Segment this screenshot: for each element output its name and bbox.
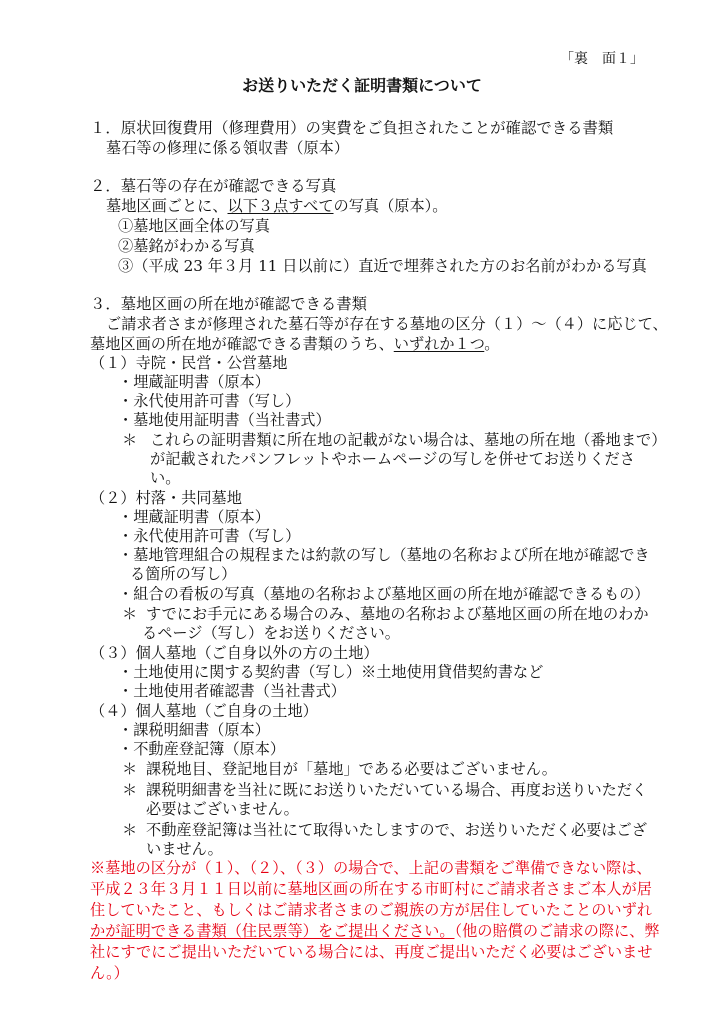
cat1-note-line2: が記載されたパンフレットやホームページの写しを併せてお送りくださ bbox=[150, 450, 635, 468]
red-note-line4-rest: （他の賠償のご請求の際に、弊 bbox=[454, 922, 660, 940]
cat3-heading: （３）個人墓地（ご自身以外の方の土地） bbox=[90, 644, 379, 662]
cat1-note-line1: これらの証明書類に所在地の記載がない場合は、墓地の所在地（番地まで） bbox=[150, 431, 667, 449]
section3-intro-line2 bbox=[90, 334, 499, 354]
red-note-line6: ん。） bbox=[90, 964, 129, 982]
cat4-note2-mark: ＊ bbox=[122, 781, 138, 799]
red-note-line2: 平成２３年３月１１日以前に墓地区画の所在する市町村にご請求者さまご本人が居 bbox=[90, 880, 652, 898]
section3-heading: ３．墓地区画の所在地が確認できる書類 bbox=[90, 295, 368, 313]
cat1-item-1: ・埋蔵証明書（原本） bbox=[118, 373, 270, 391]
red-note-line4 bbox=[90, 921, 660, 941]
cat4-note1: 課税地目、登記地目が「墓地」である必要はございません。 bbox=[146, 760, 557, 778]
cat4-item-2: ・不動産登記簿（原本） bbox=[118, 740, 286, 758]
section1-body: 墓石等の修理に係る領収書（原本） bbox=[106, 139, 349, 157]
cat2-item-3-line2: る箇所の写し） bbox=[130, 565, 237, 583]
cat4-heading: （４）個人墓地（ご自身の土地） bbox=[90, 702, 318, 720]
section3-intro-post: 。 bbox=[484, 335, 500, 353]
cat1-item-3: ・墓地使用証明書（当社書式） bbox=[118, 411, 331, 429]
cat2-note-line2: るページ（写し）をお送りください。 bbox=[142, 624, 400, 642]
section3-intro-line1: ご請求者さまが修理された墓石等が存在する墓地の区分（１）～（４）に応じて、 bbox=[106, 315, 668, 333]
section2-intro-pre: 墓地区画ごとに、 bbox=[106, 197, 228, 215]
red-note-line3: 住していたこと、もしくはご請求者さまのご親族の方が居住していたことのいずれ bbox=[90, 901, 652, 919]
section2-item-2: ②墓銘がわかる写真 bbox=[118, 237, 255, 255]
cat1-heading: （１）寺院・民営・公営墓地 bbox=[90, 354, 288, 372]
cat2-item-2: ・永代使用許可書（写し） bbox=[118, 527, 301, 545]
cat2-note-line1: すでにお手元にある場合のみ、墓地の名称および墓地区画の所在地のわか bbox=[146, 605, 649, 623]
section2-intro-post: の写真（原本）。 bbox=[333, 197, 448, 215]
cat4-note3-line1: 不動産登記簿は当社にて取得いたしますので、お送りいただく必要はござ bbox=[146, 821, 647, 839]
page-title: お送りいただく証明書類について bbox=[242, 76, 482, 95]
red-note-line5: 社にすでにご提出いただいている場合には、再度ご提出いただく必要はございませ bbox=[90, 943, 653, 961]
section1-heading: １．原状回復費用（修理費用）の実費をご負担されたことが確認できる書類 bbox=[90, 119, 614, 137]
section2-item-1: ①墓地区画全体の写真 bbox=[118, 217, 270, 235]
red-note-line1: ※墓地の区分が（１）、（２）、（３）の場合で、上記の書類をご準備できない際は、 bbox=[90, 859, 652, 877]
cat4-note3-mark: ＊ bbox=[122, 821, 138, 839]
cat2-note-mark: ＊ bbox=[122, 605, 138, 623]
section2-heading: ２．墓石等の存在が確認できる写真 bbox=[90, 177, 337, 195]
section2-item-3: ③（平成 23 年３月 11 日以前に）直近で埋葬された方のお名前がわかる写真 bbox=[118, 257, 647, 275]
cat4-note2-line2: 必要はございません。 bbox=[146, 800, 299, 818]
red-note-line4-underlined: かが証明できる書類（住民票等）をご提出ください。 bbox=[90, 922, 455, 940]
section2-intro-underline: 以下３点すべて bbox=[227, 197, 334, 215]
section3-intro-underline: いずれか１つ bbox=[393, 335, 485, 353]
cat1-note-line3: い。 bbox=[150, 469, 181, 487]
cat2-item-1: ・埋蔵証明書（原本） bbox=[118, 508, 270, 526]
cat4-note1-mark: ＊ bbox=[122, 760, 138, 778]
cat3-item-1: ・土地使用に関する契約書（写し）※土地使用貸借契約書など bbox=[118, 663, 544, 681]
cat1-item-2: ・永代使用許可書（写し） bbox=[118, 392, 301, 410]
cat1-note-mark: ＊ bbox=[122, 431, 138, 449]
cat2-item-3-line1: ・墓地管理組合の規程または約款の写し（墓地の名称および所在地が確認でき bbox=[118, 546, 650, 564]
section2-intro bbox=[106, 196, 447, 216]
cat4-item-1: ・課税明細書（原本） bbox=[118, 721, 270, 739]
section3-intro-pre: 墓地区画の所在地が確認できる書類のうち、 bbox=[90, 335, 394, 353]
cat2-item-4: ・組合の看板の写真（墓地の名称および墓地区画の所在地が確認できるもの） bbox=[118, 585, 650, 603]
cat3-item-2: ・土地使用者確認書（当社書式） bbox=[118, 682, 346, 700]
cat4-note3-line2: いません。 bbox=[146, 840, 223, 858]
cat4-note2-line1: 課税明細書を当社に既にお送りいただいている場合、再度お送りいただく bbox=[146, 781, 648, 799]
page-side-label: 「裏 面１」 bbox=[560, 51, 644, 67]
cat2-heading: （２）村落・共同墓地 bbox=[90, 489, 242, 507]
